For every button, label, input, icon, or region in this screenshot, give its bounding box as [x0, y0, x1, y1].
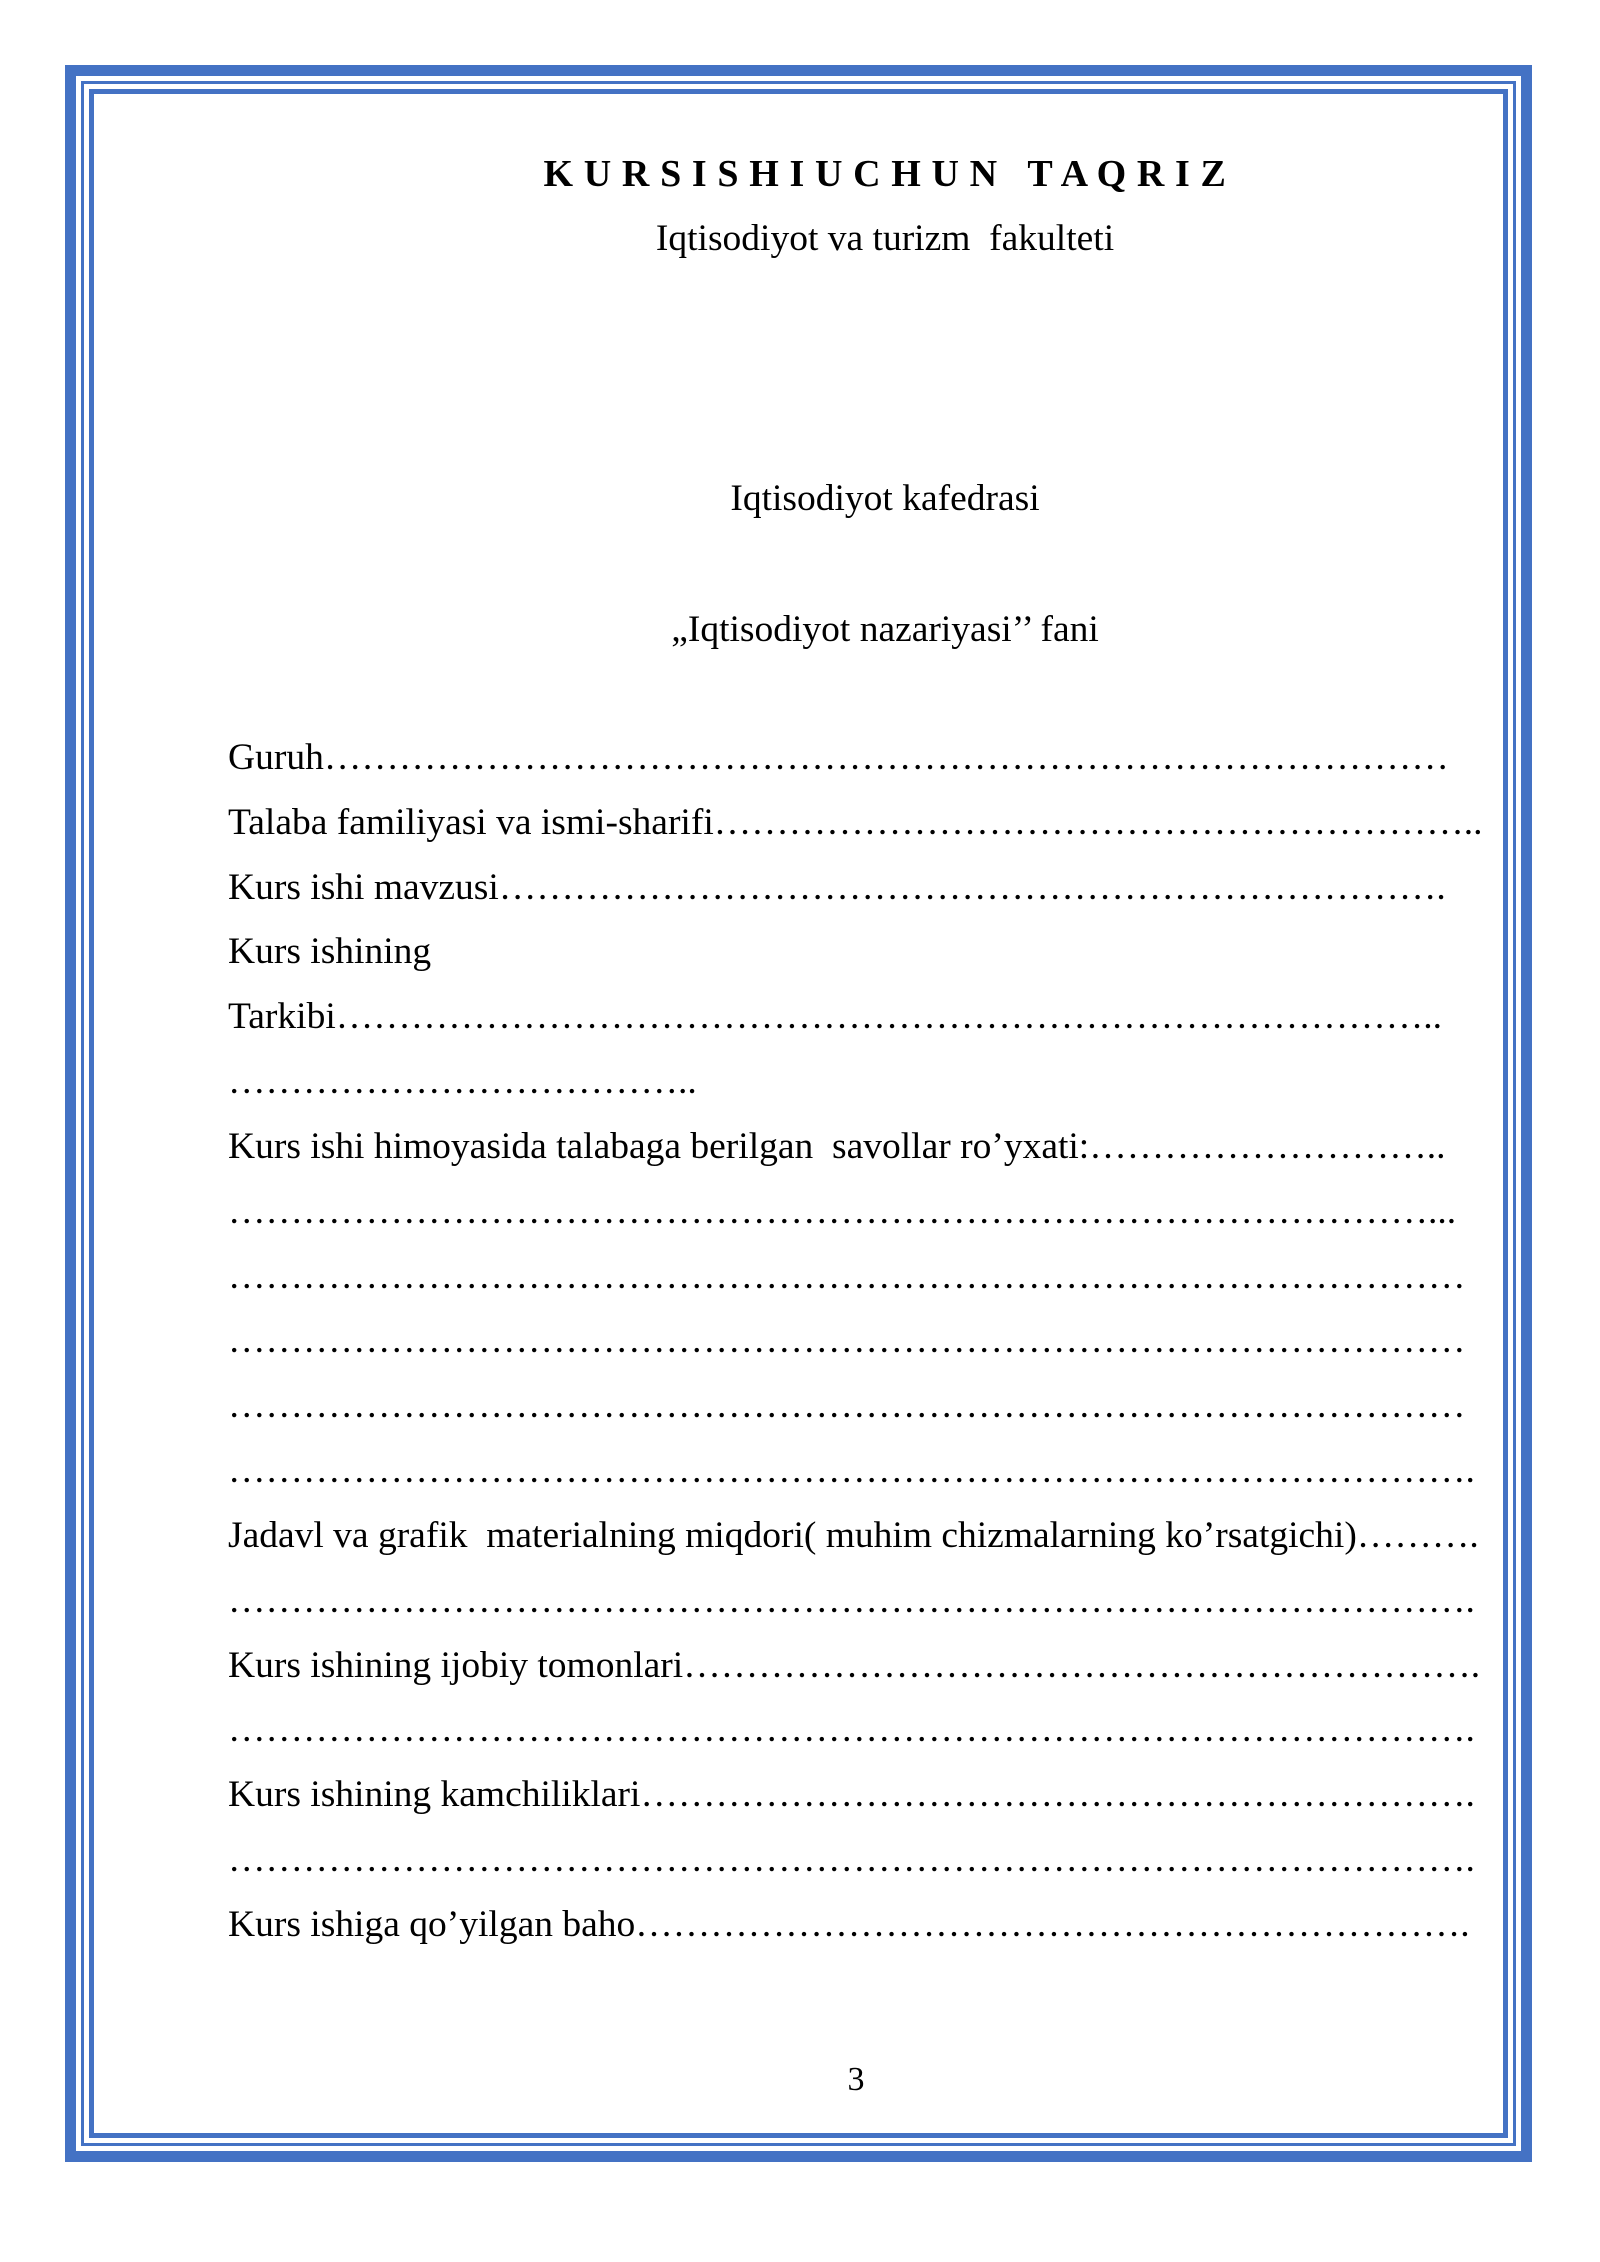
student-name-field: Talaba familiyasi va ismi-sharifi……………………………………………………..	[228, 801, 1483, 843]
department-name: Iqtisodiyot kafedrasi	[730, 478, 1040, 519]
strengths-blank-line: ……………………………………………………………………………………….	[228, 1709, 1475, 1751]
weaknesses-field: Kurs ishining kamchiliklari………………………………………………………….	[228, 1774, 1475, 1816]
defense-questions-blank-line: ……………………………………………………………………………………….	[228, 1450, 1475, 1492]
faculty-name: Iqtisodiyot va turizm fakulteti	[655, 218, 1115, 259]
subject-name: „Iqtisodiyot nazariyasi’’ fani	[671, 609, 1099, 650]
course-work-structure-label: Kurs ishining	[228, 931, 432, 973]
structure-field: Tarkibi……………………………………………………………………………..	[228, 996, 1443, 1038]
page-number: 3	[847, 2061, 865, 2098]
review-form	[228, 726, 1498, 1958]
defense-questions-blank-line: ……………………………………………………………………………………...	[228, 1190, 1457, 1232]
weaknesses-blank-line: ……………………………………………………………………………………….	[228, 1839, 1475, 1881]
strengths-field: Kurs ishining ijobiy tomonlari……………………………………………………….	[228, 1644, 1481, 1686]
tables-graphics-field: Jadavl va grafik materialning miqdori( muhim chizmalarning ko’rsatgichi)……….	[228, 1514, 1479, 1556]
course-work-topic-field: Kurs ishi mavzusi………………………………………………………………….	[228, 866, 1446, 908]
tables-graphics-blank-line: ……………………………………………………………………………………….	[228, 1579, 1475, 1621]
document-title: K U R S I S H I U C H U N T A Q R I Z	[543, 153, 1227, 195]
defense-questions-blank-line: ………………………………………………………………………………………	[228, 1385, 1466, 1427]
defense-questions-blank-line: ………………………………………………………………………………………	[228, 1320, 1466, 1362]
structure-field-continuation: ………………………………..	[228, 1061, 697, 1103]
grade-field: Kurs ishiga qo’yilgan baho………………………………………………………….	[228, 1903, 1470, 1945]
defense-questions-blank-line: ………………………………………………………………………………………	[228, 1255, 1466, 1297]
defense-questions-field: Kurs ishi himoyasida talabaga berilgan savollar ro’yxati:………………………..	[228, 1125, 1446, 1167]
group-field: Guruh………………………………………………………………………………	[228, 737, 1449, 778]
